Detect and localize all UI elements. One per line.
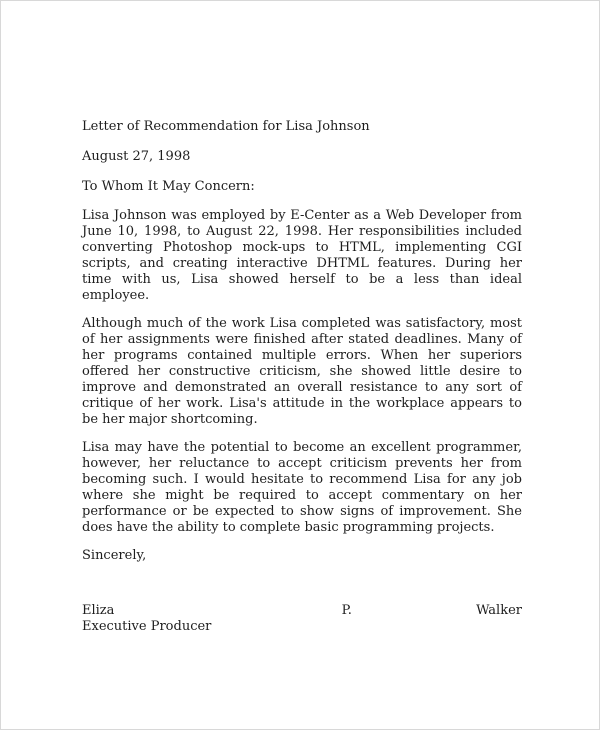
letter-title: Letter of Recommendation for Lisa Johnson	[82, 119, 370, 134]
signature-last-name: Walker	[476, 603, 522, 618]
signature-first-name: Eliza	[82, 603, 115, 618]
salutation: To Whom It May Concern:	[82, 179, 255, 194]
body-paragraph-1: Lisa Johnson was employed by E-Center as a Web Developer from June 10, 1998, to August 22, 1998. Her responsibilities included converting Photoshop mock-ups to HTML, implementing CGI scripts, and creating interactive DHTML features. During her time with us, Lisa showed herself to be a less than ideal employee.	[82, 208, 522, 303]
letter-date: August 27, 1998	[82, 149, 191, 164]
body-paragraph-3: Lisa may have the potential to become an excellent programmer, however, her reluctance to accept criticism prevents her from becoming such. I would hesitate to recommend Lisa for any job where she might be required to accept commentary on her performance or be expected to show signs of improvement. She does have the ability to complete basic programming projects.	[82, 440, 522, 535]
closing: Sincerely,	[82, 548, 147, 563]
signature-middle-initial: P.	[341, 603, 352, 618]
letter-document	[82, 119, 522, 635]
signature-job-title: Executive Producer	[82, 619, 212, 634]
signature-line	[82, 603, 522, 619]
body-paragraph-2: Although much of the work Lisa completed was satisfactory, most of her assignments were finished after stated deadlines. Many of her programs contained multiple errors. When her superiors offered her constructive criticism, she showed little desire to improve and demonstrated an overall resistance to any sort of critique of her work. Lisa's attitude in the workplace appears to be her major shortcoming.	[82, 316, 522, 427]
